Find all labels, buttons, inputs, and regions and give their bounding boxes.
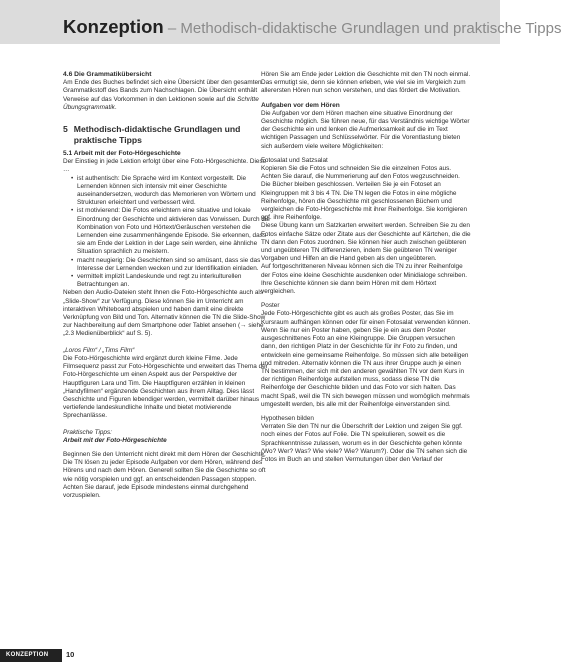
- section-5-1-heading: 5.1 Arbeit mit der Foto-Hörgeschichte: [63, 150, 181, 158]
- satzkarten-paragraph: Diese Übung kann um Satzkarten erweitert werden. Schreiben Sie zu den Fotos einfache Sätze oder Zitate aus der Geschichte auf Kärtchen, die die TN dann den Fotos zuordnen. Sie können hier auch zwischen geübteren und ungeübteren TN differenzieren, indem Sie geübteren TN weniger Vorgaben und Hilfen an die Hand geben als den ungeübteren.: [261, 222, 471, 263]
- section-4-6-end: .: [114, 103, 117, 111]
- fotosalat-heading: Fotosalat und Satzsalat: [261, 156, 328, 164]
- pre-listening-heading: Aufgaben vor dem Hören: [261, 101, 340, 109]
- section-4-6-heading: 4.6 Die Grammatikübersicht: [63, 71, 152, 78]
- hypothesen-paragraph: Verraten Sie den TN nur die Überschrift der Lektion und zeigen Sie ggf. noch eines der Fotos auf Folie. Die TN spekulieren, soweit es die Sprachkenntnisse zulassen, worum es in der Geschichte gehen könnte (Wo? Wer? Was? Wie viele? Wie? Warum?). Oder die TN sehen sich die Fotos im Buch an und stellen Vermutungen über den Verlauf der: [261, 423, 468, 463]
- review-paragraph: Hören Sie am Ende jeder Lektion die Geschichte mit den TN noch einmal. Das ermutigt sie, denn sie können erleben, wie viel sie im Vergleich zum allerersten Hören nun schon verstehen, und das fördert die Motivation.: [261, 71, 471, 95]
- section-4-6-text: [63, 79, 271, 112]
- list-item: • ist authentisch: Die Sprache wird im Kontext vorgestellt. Die Lernenden können sich intensiv mit einer Geschichte auseinandersetzen, wodurch das Memorieren von Wörtern und Strukturen erleichtert und verbessert wird.: [71, 175, 271, 208]
- page-title-subtitle: Methodisch-didaktische Grundlagen und praktische Tipps: [180, 20, 561, 37]
- page-number: 10: [66, 650, 75, 659]
- list-item: • macht neugierig: Die Geschichten sind so amüsant, dass sie das Interesse der Lernenden wecken und zur Identifikation einladen.: [71, 257, 271, 273]
- page-title-main: Konzeption: [63, 16, 164, 37]
- feature-list: [63, 175, 271, 290]
- list-item: • ist motivierend: Die Fotos erleichtern eine situative und lokale Einordnung der Geschichte und aktivieren das Vorwissen. Durch die Kombination von Foto und Hörtext/Geräuschen verstehen die Lernenden eine zusammenhängende Episode. Sie erkennen, dass sie am Ende der Lektion in der Lage sein werden, eine ähnliche Situation sprachlich zu meistern.: [71, 207, 271, 256]
- section-5-1-intro: Der Einstieg in jede Lektion erfolgt über eine Foto-Hörgeschichte. Diese …: [63, 158, 267, 174]
- footer-section-label: KONZEPTION: [6, 652, 49, 658]
- page-title: [63, 16, 561, 40]
- poster-heading: Poster: [261, 302, 280, 310]
- hypothesen-heading: Hypothesen bilden: [261, 414, 314, 422]
- list-item: • vermittelt implizit Landeskunde und regt zu interkulturellen Betrachtungen an.: [71, 273, 271, 289]
- section-5-title: Methodisch-didaktische Grundlagen und praktische Tipps: [73, 124, 241, 145]
- page-title-dash: –: [163, 20, 181, 37]
- pre-listening-paragraph: Die Aufgaben vor dem Hören machen eine situative Einordnung der Geschichte möglich. Sie führen neue, für das Verständnis wichtige Wörter der Geschichte ein und lenken die Aufmerksamkeit auf die im Text wichtigen Passagen und Schlüsselwörter. Für die Vorentlastung bieten sich außerdem viele weitere Möglichkeiten:: [261, 109, 470, 150]
- section-4-6-body: Am Ende des Buches befindet sich eine Übersicht über den gesamten Grammatikstoff des Bands zum Nachschlagen. Die Übersicht enthält Verweise auf das Vorkommen in den Lektionen sowie auf die: [63, 79, 262, 103]
- uebungsgrammatik-reference: Schritte Übungsgrammatik: [63, 95, 259, 111]
- poster-paragraph: Jede Foto-Hörgeschichte gibt es auch als großes Poster, das Sie im Kursraum aufhängen können oder für einen Fotosalat verwenden können. Wenn Sie nur ein Poster haben, geben Sie je ein aus dem Poster ausgeschnittenes Foto an eine Kleingruppe. Die Gruppen versuchen dann, den richtigen Platz in der Geschichte für ihr Foto zu finden, und entwickeln eine gemeinsame Reihenfolge. So müssen sich alle beteiligen und mitreden. Alternativ können die TN aus ihrer Gruppe auch je einen TN bestimmen, der sich mit den anderen gewählten TN vor dem Kurs in der richtigen Reihenfolge aufstellen muss, sodass diese TN die Reihenfolge der Geschichte bilden und das Foto vor sich halten. Das macht Spaß, weil die TN sich bewegen müssen und womöglich mehrmals umgestellt werden, bis alle mit der Reihenfolge einverstanden sind.: [261, 310, 471, 408]
- slideshow-paragraph: Neben den Audio-Dateien steht Ihnen die Foto-Hörgeschichte auch als „Slide-Show“ zur Verfügung. Diese können Sie im Unterricht am interaktiven Whiteboard abspielen und haben damit eine direkte Verknüpfung von Bild und Ton. Alternativ können die TN die Slide-Show zur Nachbereitung auf dem Smartphone oder Tablet ansehen (→ siehe „2.3 Medienüberblick“ auf S. 5).: [63, 289, 266, 338]
- fotosalat-paragraph: Kopieren Sie die Fotos und schneiden Sie die einzelnen Fotos aus. Achten Sie darauf, die Nummerierung auf den Fotos wegzuschneiden. Die Bücher bleiben geschlossen. Verteilen Sie je ein Fotoset an Kleingruppen mit 3 bis 4 TN. Die TN legen die Fotos in eine mögliche Reihenfolge, hören die Geschichte mit geschlossenen Büchern und vergleichen die Foto-Hörgeschichte mit ihrer Reihenfolge. Sie korrigieren ggf. ihre Reihenfolge.: [261, 165, 468, 222]
- advanced-paragraph: Auf fortgeschritteneren Niveau können sich die TN zu ihrer Reihenfolge der Fotos eine kleine Geschichte ausdenken oder Minidialoge schreiben. Ihre Geschichte können sie dann beim Hören mit dem Hörtext vergleichen.: [261, 263, 468, 296]
- section-5-heading: [63, 124, 271, 145]
- tips-paragraph: Beginnen Sie den Unterricht nicht direkt mit dem Hören der Geschichte. Die TN lösen zu jeder Episode Aufgaben vor dem Hören, während des Hörens und nach dem Hören. Generell sollten Sie die Geschichte so oft wie nötig vorspielen und ggf. an entscheidenden Passagen stoppen. Achten Sie darauf, jede Episode mindestens einmal durchgehend vorzuspielen.: [63, 450, 266, 499]
- section-5-number: 5: [63, 124, 68, 135]
- tips-label: Praktische Tipps:: [63, 428, 112, 436]
- film-heading: „Loros Film“ / „Tims Film“: [63, 346, 135, 354]
- left-column: [63, 71, 271, 500]
- right-column: [261, 71, 471, 464]
- film-paragraph: Die Foto-Hörgeschichte wird ergänzt durch kleine Filme. Jede Filmsequenz passt zur Foto-Hörgeschichte und erweitert das Thema der Foto-Hörgeschichte um einen Aspekt aus der Perspektive der Hauptfiguren Lara und Tim. Die Hauptfiguren erzählen in kleinen „Handyfilmen“ ergänzende Geschichten aus ihrem Alltag. Dies lässt Geschichte und Figuren lebendiger werden, vermittelt darüber hinaus vertiefende landeskundliche Inhalte und bietet motivierende Sprechanlässe.: [63, 354, 268, 420]
- tips-heading: Arbeit mit der Foto-Hörgeschichte: [63, 436, 167, 444]
